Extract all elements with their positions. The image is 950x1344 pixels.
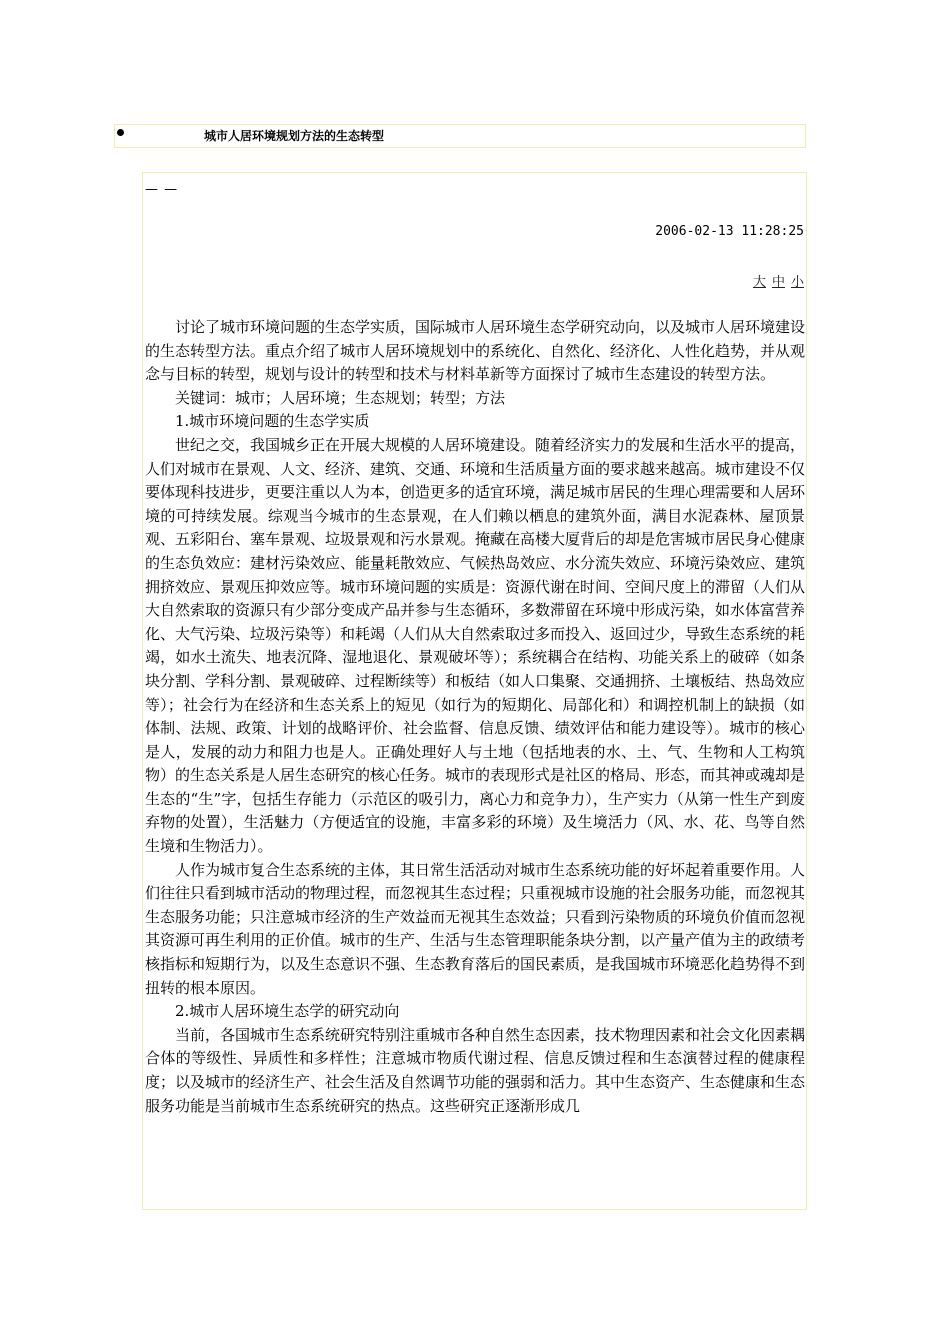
author-placeholder: — —: [145, 182, 179, 197]
abstract-paragraph: 讨论了城市环境问题的生态学实质，国际城市人居环境生态学研究动向，以及城市人居环境建设的生态转型方法。重点介绍了城市人居环境规划中的系统化、自然化、经济化、人性化趋势，并从观念与目标的转型，规划与设计的转型和技术与材料革新等方面探讨了城市生态建设的转型方法。: [145, 318, 806, 384]
body-paragraph: 当前，各国城市生态系统研究特别注重城市各种自然生态因素，技术物理因素和社会文化因素耦合体的等级性、异质性和多样性；注意城市物质代谢过程、信息反馈过程和生态演替过程的健康程度；以及城市的经济生产、社会生活及自然调节功能的强弱和活力。其中生态资产、生态健康和生态服务功能是当前城市生态系统研究的热点。这些研究正逐渐形成几: [145, 1025, 806, 1115]
font-size-large-link[interactable]: 大: [752, 275, 766, 290]
section-heading-2: 2.城市人居环境生态学的研究动向: [175, 1002, 400, 1021]
publish-timestamp: 2006-02-13 11:28:25: [655, 224, 804, 239]
body-paragraph: 世纪之交，我国城乡正在开展大规模的人居环境建设。随着经济实力的发展和生活水平的提高，人们对城市在景观、人文、经济、建筑、交通、环境和生活质量方面的要求越来越高。城市建设不仅要体现科技进步，更要注重以人为本，创造更多的适宜环境，满足城市居民的生理心理需要和人居环境的可持续发展。综观当今城市的生态景观，在人们赖以栖息的建筑外面，满目水泥森林、屋顶景观、五彩阳台、塞车景观、垃圾景观和污水景观。掩藏在高楼大厦背后的却是危害城市居民身心健康的生态负效应：建材污染效应、能量耗散效应、气候热岛效应、水分流失效应、环境污染效应、建筑拥挤效应、景观压抑效应等。城市环境问题的实质是：资源代谢在时间、空间尺度上的滞留（人们从大自然索取的资源只有少部分变成产品并参与生态循环，多数滞留在环境中形成污染，如水体富营养化、大气污染、垃圾污染等）和耗竭（人们从大自然索取过多而投入、返回过少，导致生态系统的耗竭，如水土流失、地表沉降、湿地退化、景观破坏等）；系统耦合在结构、功能关系上的破碎（如条块分割、学科分割、景观破碎、过程断续等）和板结（如人口集聚、交通拥挤、土壤板结、热岛效应等）；社会行为在经济和生态关系上的短见（如行为的短期化、局部化和）和调控机制上的缺损（如体制、法规、政策、计划的战略评价、社会监督、信息反馈、绩效评估和能力建设等）。城市的核心是人，发展的动力和阻力也是人。正确处理好人与土地（包括地表的水、土、气、生物和人工构筑物）的生态关系是人居生态研究的核心任务。城市的表现形式是社区的格局、形态，而其神或魂却是生态的“生”字，包括生存能力（示范区的吸引力，离心力和竞争力），生产实力（从第一性生产到废弃物的处置），生活魅力（方便适宜的设施，丰富多彩的环境）及生境活力（风、水、花、鸟等自然生境和生物活力）。: [145, 435, 806, 856]
font-size-small-link[interactable]: 小: [790, 275, 804, 290]
section-heading-1: 1.城市环境问题的生态学实质: [175, 412, 370, 431]
bullet-icon: [117, 129, 124, 136]
title-bar: [114, 124, 806, 148]
article-container: [142, 172, 807, 1210]
page-title: 城市人居环境规划方法的生态转型: [204, 129, 385, 143]
keywords-line: 关键词：城市；人居环境；生态规划；转型；方法: [175, 388, 506, 407]
article-body: [145, 316, 805, 1118]
font-size-medium-link[interactable]: 中: [771, 275, 785, 290]
font-size-switcher: [747, 271, 804, 290]
body-paragraph: 人作为城市复合生态系统的主体，其日常生活活动对城市生态系统功能的好坏起着重要作用。人们往往只看到城市活动的物理过程，而忽视其生态过程；只重视城市设施的社会服务功能，而忽视其生态服务功能；只注意城市经济的生产效益而无视其生态效益；只看到污染物质的环境负价值而忽视其资源可再生利用的正价值。城市的生产、生活与生态管理职能条块分割，以产量产值为主的政绩考核指标和短期行为，以及生态意识不强、生态教育落后的国民素质，是我国城市环境恶化趋势得不到扭转的根本原因。: [145, 860, 806, 997]
